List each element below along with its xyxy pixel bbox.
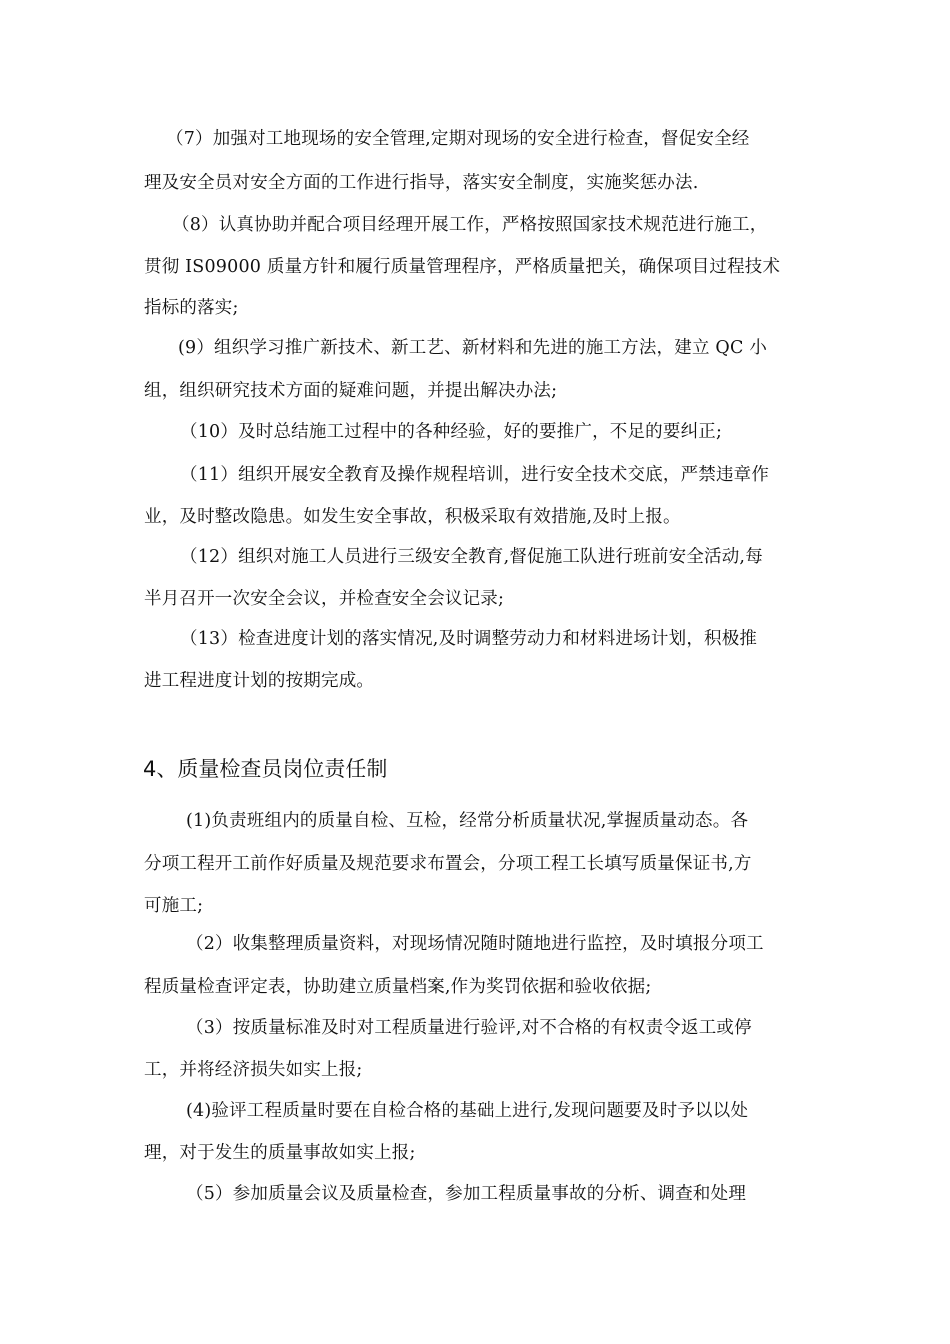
item-11-line-1: （11）组织开展安全教育及操作规程培训，进行安全技术交底，严禁违章作 [180,465,770,485]
qc-item-5-line-1: （5）参加质量会议及质量检查，参加工程质量事故的分析、调查和处理 [186,1184,747,1204]
item-8-line-1: （8）认真协助并配合项目经理开展工作，严格按照国家技术规范进行施工， [172,215,768,235]
qc-item-4-line-1: (4)验评工程质量时要在自检合格的基础上进行,发现问题要及时予以以处 [186,1101,749,1121]
qc-item-3-line-1: （3）按质量标准及时对工程质量进行验评,对不合格的有权责令返工或停 [186,1018,752,1038]
item-7-line-2: 理及安全员对安全方面的工作进行指导，落实安全制度，实施奖惩办法. [144,173,699,193]
section-heading: 4、质量检查员岗位责任制 [143,757,388,781]
qc-item-2-line-2: 程质量检查评定表，协助建立质量档案,作为奖罚依据和验收依据; [144,977,652,997]
item-12-line-2: 半月召开一次安全会议，并检查安全会议记录; [144,589,505,609]
qc-item-1-line-3: 可施工; [144,896,204,916]
qc-item-1-line-2: 分项工程开工前作好质量及规范要求布置会，分项工程工长填写质量保证书,方 [144,854,752,874]
qc-item-1-line-1: (1)负责班组内的质量自检、互检，经常分析质量状况,掌握质量动态。各 [186,811,749,831]
item-10-line-1: （10）及时总结施工过程中的各种经验，好的要推广，不足的要纠正; [180,422,723,442]
item-8-line-2: 贯彻 IS09000 质量方针和履行质量管理程序，严格质量把关，确保项目过程技术 [144,257,781,277]
item-9-line-1: (9）组织学习推广新技术、新工艺、新材料和先进的施工方法，建立 QC 小 [178,338,768,358]
qc-item-3-line-2: 工，并将经济损失如实上报; [144,1060,363,1080]
item-13-line-2: 进工程进度计划的按期完成。 [144,671,375,691]
item-8-line-3: 指标的落实; [144,298,239,318]
item-12-line-1: （12）组织对施工人员进行三级安全教育,督促施工队进行班前安全活动,每 [180,547,763,567]
qc-item-2-line-1: （2）收集整理质量资料，对现场情况随时随地进行监控，及时填报分项工 [186,934,764,954]
qc-item-4-line-2: 理，对于发生的质量事故如实上报; [144,1143,416,1163]
item-13-line-1: （13）检查进度计划的落实情况,及时调整劳动力和材料进场计划，积极推 [180,629,758,649]
item-11-line-2: 业，及时整改隐患。如发生安全事故，积极采取有效措施,及时上报。 [144,507,681,527]
item-7-line-1: （7）加强对工地现场的安全管理,定期对现场的安全进行检查，督促安全经 [166,129,750,149]
item-9-line-2: 组，组织研究技术方面的疑难问题，并提出解决办法; [144,381,558,401]
